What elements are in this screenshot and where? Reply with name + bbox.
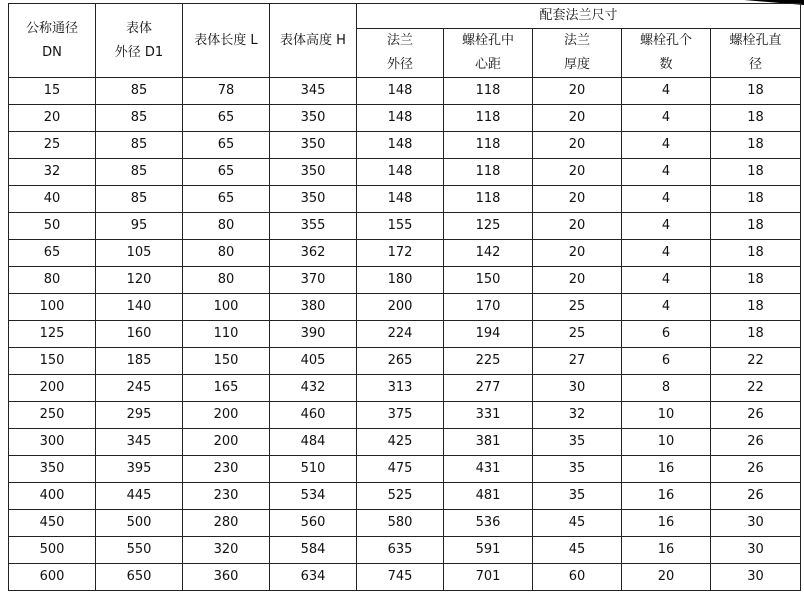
table-cell: 45 (533, 537, 622, 564)
header-flange-od: 法兰 外径 (357, 29, 444, 78)
table-cell: 18 (711, 213, 801, 240)
table-cell: 45 (533, 510, 622, 537)
table-cell: 10 (622, 429, 711, 456)
table-cell: 26 (711, 456, 801, 483)
table-row (9, 402, 801, 429)
table-cell: 16 (622, 537, 711, 564)
table-cell: 32 (9, 159, 96, 186)
table-cell: 30 (533, 375, 622, 402)
table-cell: 20 (533, 240, 622, 267)
table-cell: 65 (9, 240, 96, 267)
table-cell: 40 (9, 186, 96, 213)
table-cell: 18 (711, 78, 801, 105)
header-body-height: 表体高度 H (270, 4, 357, 78)
table-row (9, 321, 801, 348)
table-cell: 295 (96, 402, 183, 429)
table-cell: 481 (444, 483, 533, 510)
table-cell: 18 (711, 159, 801, 186)
table-cell: 20 (533, 105, 622, 132)
table-cell: 18 (711, 105, 801, 132)
table-cell: 500 (96, 510, 183, 537)
table-cell: 16 (622, 510, 711, 537)
table-cell: 65 (183, 105, 270, 132)
table-cell: 20 (533, 159, 622, 186)
table-cell: 580 (357, 510, 444, 537)
table-cell: 4 (622, 267, 711, 294)
table-cell: 350 (270, 186, 357, 213)
table-cell: 35 (533, 483, 622, 510)
table-cell: 85 (96, 186, 183, 213)
table-cell: 345 (270, 78, 357, 105)
table-cell: 148 (357, 186, 444, 213)
table-row (9, 429, 801, 456)
table-cell: 450 (9, 510, 96, 537)
table-cell: 4 (622, 240, 711, 267)
table-cell: 4 (622, 78, 711, 105)
table-cell: 118 (444, 105, 533, 132)
table-cell: 15 (9, 78, 96, 105)
table-cell: 125 (444, 213, 533, 240)
table-cell: 375 (357, 402, 444, 429)
table-row (9, 105, 801, 132)
table-row (9, 537, 801, 564)
table-cell: 4 (622, 132, 711, 159)
table-cell: 534 (270, 483, 357, 510)
table-cell: 265 (357, 348, 444, 375)
table-cell: 65 (183, 159, 270, 186)
table-row (9, 483, 801, 510)
table-body (9, 78, 801, 591)
table-cell: 85 (96, 105, 183, 132)
table-cell: 6 (622, 348, 711, 375)
table-cell: 80 (9, 267, 96, 294)
table-cell: 95 (96, 213, 183, 240)
table-cell: 60 (533, 564, 622, 591)
table-cell: 180 (357, 267, 444, 294)
table-cell: 381 (444, 429, 533, 456)
table-cell: 142 (444, 240, 533, 267)
table-cell: 22 (711, 348, 801, 375)
table-cell: 313 (357, 375, 444, 402)
header-bolt-circle: 螺栓孔中 心距 (444, 29, 533, 78)
header-body-od: 表体 外径 D1 (96, 4, 183, 78)
table-cell: 18 (711, 240, 801, 267)
table-cell: 22 (711, 375, 801, 402)
table-cell: 20 (622, 564, 711, 591)
table-cell: 225 (444, 348, 533, 375)
table-cell: 30 (711, 537, 801, 564)
table-cell: 650 (96, 564, 183, 591)
table-cell: 475 (357, 456, 444, 483)
table-cell: 635 (357, 537, 444, 564)
table-cell: 745 (357, 564, 444, 591)
table-cell: 118 (444, 159, 533, 186)
table-cell: 6 (622, 321, 711, 348)
table-cell: 370 (270, 267, 357, 294)
table-row (9, 348, 801, 375)
table-cell: 277 (444, 375, 533, 402)
table-cell: 194 (444, 321, 533, 348)
table-cell: 4 (622, 105, 711, 132)
table-cell: 224 (357, 321, 444, 348)
table-cell: 160 (96, 321, 183, 348)
table-cell: 584 (270, 537, 357, 564)
table-cell: 405 (270, 348, 357, 375)
table-cell: 150 (183, 348, 270, 375)
table-cell: 16 (622, 456, 711, 483)
table-cell: 20 (533, 186, 622, 213)
table-row (9, 213, 801, 240)
table-cell: 380 (270, 294, 357, 321)
table-cell: 165 (183, 375, 270, 402)
table-cell: 431 (444, 456, 533, 483)
table-row (9, 456, 801, 483)
table-cell: 185 (96, 348, 183, 375)
table-cell: 20 (533, 213, 622, 240)
table-cell: 80 (183, 213, 270, 240)
table-cell: 78 (183, 78, 270, 105)
table-cell: 20 (533, 132, 622, 159)
table-cell: 18 (711, 267, 801, 294)
table-cell: 100 (183, 294, 270, 321)
table-cell: 172 (357, 240, 444, 267)
table-cell: 118 (444, 186, 533, 213)
table-cell: 26 (711, 402, 801, 429)
table-cell: 25 (533, 321, 622, 348)
table-cell: 10 (622, 402, 711, 429)
table-cell: 4 (622, 213, 711, 240)
table-cell: 125 (9, 321, 96, 348)
table-cell: 148 (357, 132, 444, 159)
header-body-length: 表体长度 L (183, 4, 270, 78)
header-flange-group: 配套法兰尺寸 (357, 4, 801, 29)
table-cell: 4 (622, 159, 711, 186)
table-row (9, 294, 801, 321)
table-cell: 200 (183, 429, 270, 456)
table-cell: 634 (270, 564, 357, 591)
table-cell: 85 (96, 159, 183, 186)
table-cell: 30 (711, 564, 801, 591)
table-cell: 350 (270, 159, 357, 186)
table-cell: 591 (444, 537, 533, 564)
table-cell: 230 (183, 456, 270, 483)
table-cell: 30 (711, 510, 801, 537)
table-cell: 400 (9, 483, 96, 510)
table-cell: 35 (533, 456, 622, 483)
table-cell: 4 (622, 186, 711, 213)
table-cell: 200 (9, 375, 96, 402)
table-cell: 50 (9, 213, 96, 240)
table-row (9, 267, 801, 294)
table-cell: 362 (270, 240, 357, 267)
table-cell: 20 (533, 78, 622, 105)
table-cell: 118 (444, 78, 533, 105)
table-row (9, 78, 801, 105)
table-cell: 105 (96, 240, 183, 267)
table-cell: 148 (357, 78, 444, 105)
table-cell: 32 (533, 402, 622, 429)
table-row (9, 186, 801, 213)
table-cell: 170 (444, 294, 533, 321)
table-cell: 350 (270, 105, 357, 132)
table-cell: 26 (711, 429, 801, 456)
table-cell: 200 (357, 294, 444, 321)
table-cell: 500 (9, 537, 96, 564)
table-cell: 18 (711, 132, 801, 159)
table-cell: 110 (183, 321, 270, 348)
table-cell: 331 (444, 402, 533, 429)
table-cell: 510 (270, 456, 357, 483)
table-cell: 155 (357, 213, 444, 240)
table-cell: 525 (357, 483, 444, 510)
table-cell: 395 (96, 456, 183, 483)
table-row (9, 510, 801, 537)
table-row (9, 132, 801, 159)
table-cell: 65 (183, 132, 270, 159)
table-cell: 425 (357, 429, 444, 456)
table-cell: 390 (270, 321, 357, 348)
table-cell: 85 (96, 132, 183, 159)
table-cell: 355 (270, 213, 357, 240)
table-cell: 280 (183, 510, 270, 537)
table-cell: 4 (622, 294, 711, 321)
header-dn: 公称通径 DN (9, 4, 96, 78)
table-cell: 16 (622, 483, 711, 510)
table-cell: 230 (183, 483, 270, 510)
table-cell: 350 (9, 456, 96, 483)
table-cell: 560 (270, 510, 357, 537)
table-cell: 18 (711, 294, 801, 321)
table-cell: 18 (711, 321, 801, 348)
table-cell: 148 (357, 105, 444, 132)
table-cell: 150 (444, 267, 533, 294)
table-cell: 200 (183, 402, 270, 429)
table-cell: 432 (270, 375, 357, 402)
table-cell: 150 (9, 348, 96, 375)
table-cell: 360 (183, 564, 270, 591)
table-cell: 20 (9, 105, 96, 132)
table-cell: 484 (270, 429, 357, 456)
table-cell: 345 (96, 429, 183, 456)
table-cell: 80 (183, 240, 270, 267)
table-cell: 250 (9, 402, 96, 429)
table-row (9, 375, 801, 402)
table-row (9, 240, 801, 267)
header-bolt-count: 螺栓孔个 数 (622, 29, 711, 78)
table-cell: 600 (9, 564, 96, 591)
table-cell: 20 (533, 267, 622, 294)
table-cell: 27 (533, 348, 622, 375)
table-cell: 701 (444, 564, 533, 591)
table-cell: 26 (711, 483, 801, 510)
table-row (9, 564, 801, 591)
table-cell: 65 (183, 186, 270, 213)
table-cell: 460 (270, 402, 357, 429)
table-cell: 245 (96, 375, 183, 402)
table-cell: 140 (96, 294, 183, 321)
table-row (9, 159, 801, 186)
table-cell: 350 (270, 132, 357, 159)
table-cell: 445 (96, 483, 183, 510)
table-cell: 118 (444, 132, 533, 159)
table-cell: 120 (96, 267, 183, 294)
flow-meter-dimension-table (8, 3, 801, 591)
table-cell: 300 (9, 429, 96, 456)
table-cell: 8 (622, 375, 711, 402)
table-cell: 536 (444, 510, 533, 537)
table-cell: 100 (9, 294, 96, 321)
table-cell: 80 (183, 267, 270, 294)
table-cell: 148 (357, 159, 444, 186)
table-cell: 320 (183, 537, 270, 564)
table-cell: 25 (9, 132, 96, 159)
table-cell: 18 (711, 186, 801, 213)
table-cell: 85 (96, 78, 183, 105)
header-bolt-diameter: 螺栓孔直 径 (711, 29, 801, 78)
table-cell: 25 (533, 294, 622, 321)
table-cell: 35 (533, 429, 622, 456)
table-cell: 550 (96, 537, 183, 564)
header-flange-thickness: 法兰 厚度 (533, 29, 622, 78)
